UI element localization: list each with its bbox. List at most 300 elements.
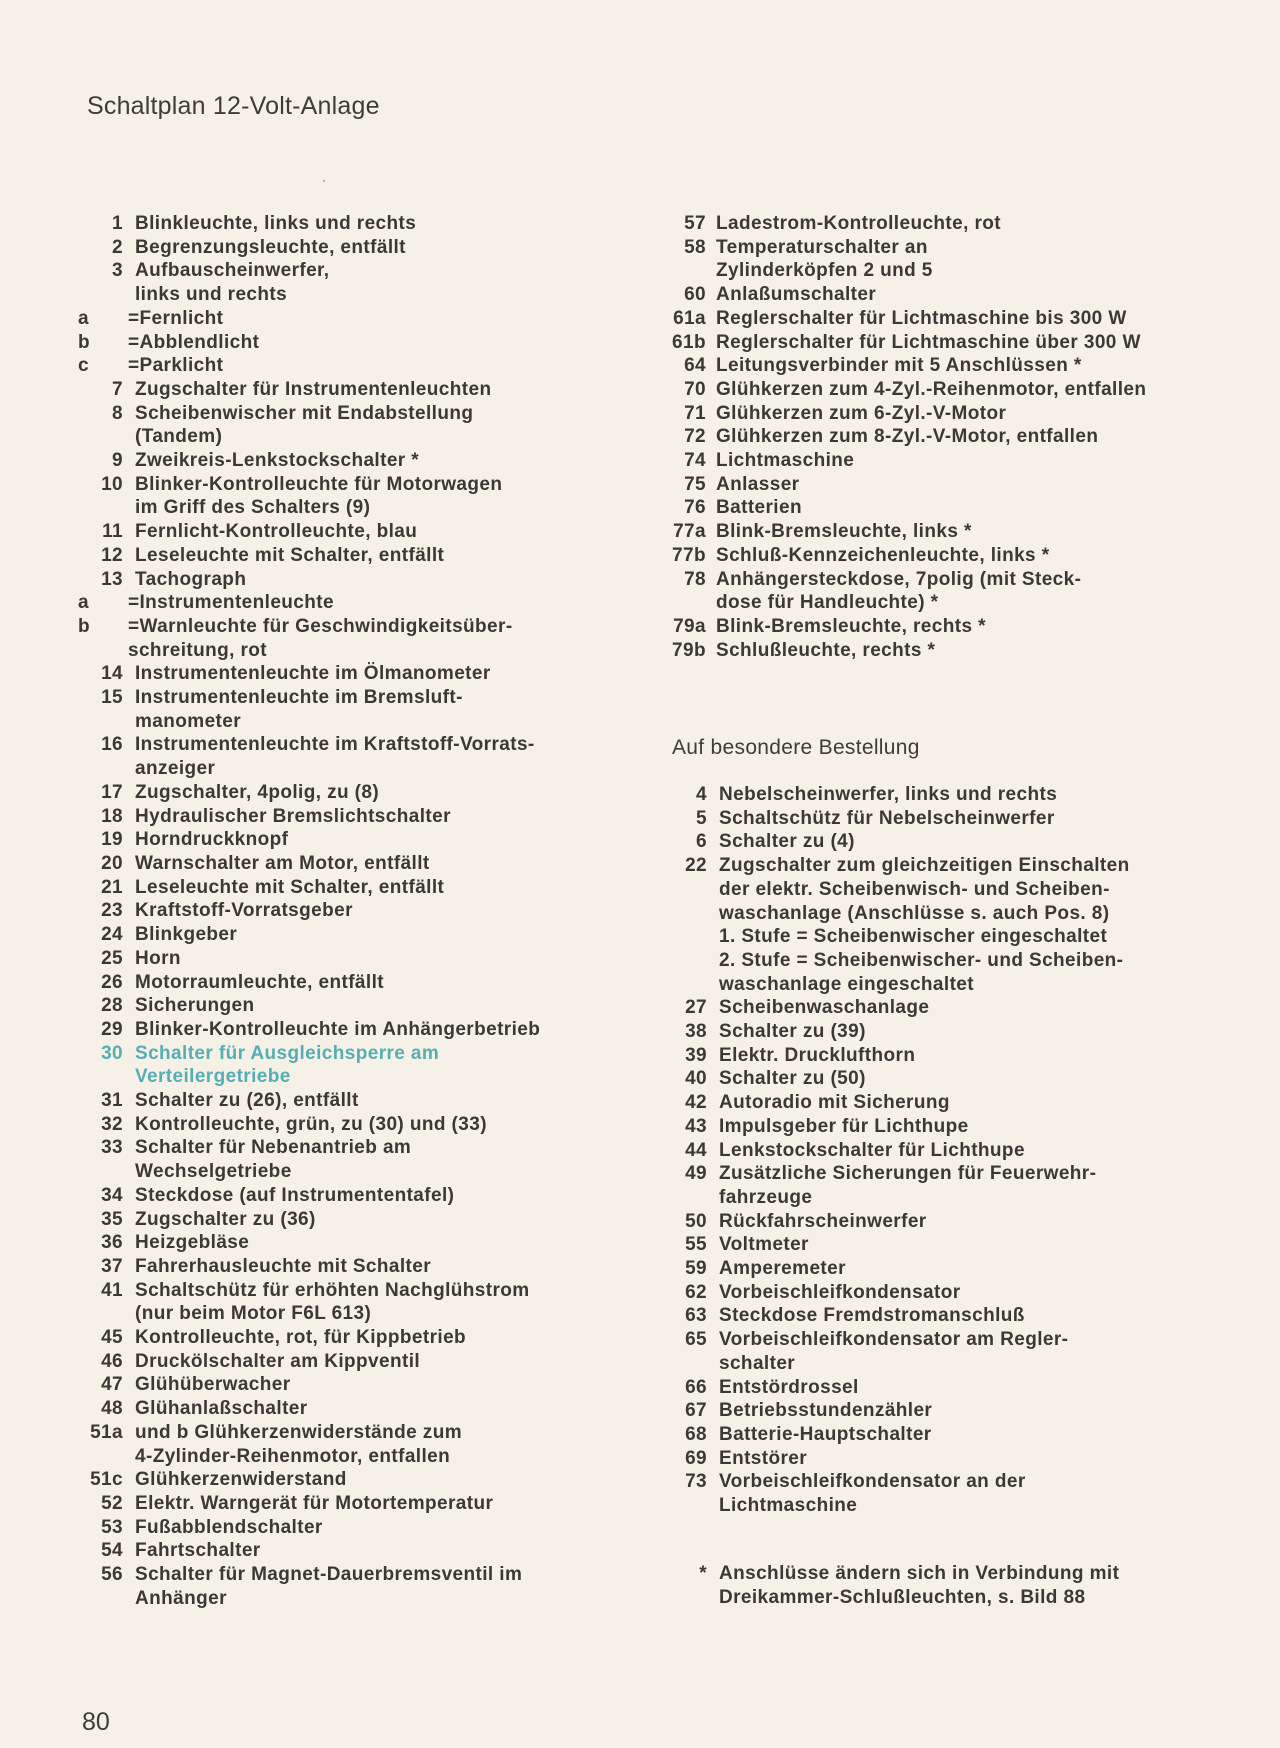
item-number: 78: [684, 568, 706, 590]
item-number: [78, 1160, 135, 1184]
list-item: [662, 1115, 1222, 1139]
list-item: [662, 212, 1222, 236]
list-item: [78, 1492, 658, 1516]
item-number: 72: [684, 426, 706, 448]
item-number: 12: [101, 544, 123, 566]
list-item: [662, 639, 1222, 663]
list-item: [78, 1184, 658, 1208]
item-text: Kontrolleuchte, rot, für Kippbetrieb: [135, 1327, 467, 1349]
item-number: 39: [685, 1044, 707, 1066]
item-number: 57: [684, 213, 706, 234]
item-text: der elektr. Scheibenwisch- und Scheiben-: [719, 878, 1110, 900]
item-text: fahrzeuge: [719, 1186, 813, 1208]
item-text: Schalter zu (26), entfällt: [135, 1090, 359, 1112]
item-text: Blinkgeber: [135, 924, 238, 946]
item-number: 27: [685, 997, 707, 1019]
list-item: [662, 902, 1222, 926]
item-number: 24: [101, 924, 123, 946]
item-number: 51c: [90, 1469, 123, 1491]
item-number: [662, 878, 719, 902]
list-item: [78, 1373, 658, 1397]
item-number: 61a: [673, 307, 706, 329]
item-number: 63: [685, 1305, 707, 1327]
item-text: Hydraulischer Bremslichtschalter: [135, 805, 451, 827]
item-text: Impulsgeber für Lichthupe: [719, 1115, 969, 1137]
item-number: [662, 259, 716, 283]
list-item: [662, 1423, 1222, 1447]
list-item: [78, 1160, 658, 1184]
list-item: [662, 854, 1222, 878]
list-item: [78, 828, 658, 852]
item-number: 30: [101, 1042, 123, 1064]
list-item: [662, 378, 1222, 402]
item-text: Schalter für Ausgleichsperre am: [135, 1042, 440, 1064]
item-number: [662, 973, 719, 997]
list-item: [662, 1210, 1222, 1234]
item-number: 16: [101, 734, 123, 756]
item-number: 23: [101, 900, 123, 922]
item-number: 8: [112, 402, 123, 424]
list-item: [662, 1020, 1222, 1044]
list-item: [78, 757, 658, 781]
item-text: Wechselgetriebe: [135, 1161, 292, 1183]
item-text: Blinkleuchte, links und rechts: [135, 213, 417, 234]
item-number: 42: [685, 1092, 707, 1114]
item-text: Blinker-Kontrolleuchte im Anhängerbetrieb: [135, 1018, 541, 1040]
item-text: Druckölschalter am Kippventil: [135, 1350, 421, 1372]
list-item: [78, 378, 658, 402]
legend-list-left: [78, 212, 658, 1610]
item-text: Glühkerzen zum 6-Zyl.-V-Motor: [716, 402, 1007, 424]
list-item: [78, 1208, 658, 1232]
item-number: 49: [685, 1163, 707, 1185]
list-item: [662, 925, 1222, 949]
list-item: [662, 568, 1222, 592]
item-text: Fahrtschalter: [135, 1540, 261, 1562]
item-number: 77b: [672, 544, 706, 566]
item-text: Lichtmaschine: [719, 1495, 858, 1517]
list-item: [662, 1067, 1222, 1091]
item-text: Zusätzliche Sicherungen für Feuerwehr-: [719, 1163, 1097, 1185]
item-text: Tachograph: [135, 568, 247, 590]
list-item: [662, 1494, 1222, 1518]
item-number: 54: [101, 1540, 123, 1562]
item-text: Rückfahrscheinwerfer: [719, 1210, 927, 1232]
item-number: 79b: [672, 639, 706, 661]
list-item: [78, 449, 658, 473]
list-item: [78, 1397, 658, 1421]
item-number: 55: [685, 1234, 707, 1256]
list-item: [78, 1089, 658, 1113]
item-number: 45: [101, 1327, 123, 1349]
item-number: 19: [101, 829, 123, 851]
list-item: [78, 259, 658, 283]
item-text: Fernlicht-Kontrolleuchte, blau: [135, 521, 418, 543]
item-text: Amperemeter: [719, 1258, 846, 1280]
item-number: 47: [101, 1374, 123, 1396]
list-item: [662, 1328, 1222, 1352]
item-number: a: [78, 592, 89, 614]
item-number: 35: [101, 1208, 123, 1230]
item-text: Schluß-Kennzeichenleuchte, links *: [716, 544, 1050, 566]
item-text: Anhänger: [135, 1587, 227, 1609]
item-number: 9: [112, 450, 123, 472]
list-item: [662, 1233, 1222, 1257]
item-text: Autoradio mit Sicherung: [719, 1092, 950, 1114]
item-text: Instrumentenleuchte im Kraftstoff-Vorrats-: [135, 734, 535, 756]
list-item: [662, 973, 1222, 997]
item-number: 44: [685, 1139, 707, 1161]
list-item: [662, 544, 1222, 568]
item-text: Entstörer: [719, 1447, 808, 1469]
item-number: 74: [684, 450, 706, 472]
list-item: [662, 496, 1222, 520]
item-number: 73: [685, 1471, 707, 1493]
list-item: [78, 283, 658, 307]
list-item: [662, 1399, 1222, 1423]
page-number: 80: [82, 1708, 110, 1736]
item-number: [662, 591, 716, 615]
item-number: 37: [101, 1255, 123, 1277]
item-text: und b Glühkerzenwiderstände zum: [135, 1421, 462, 1443]
list-item: [78, 1113, 658, 1137]
item-number: [662, 1186, 719, 1210]
list-item: [662, 1376, 1222, 1400]
list-item: [662, 1044, 1222, 1068]
item-text: Aufbauscheinwerfer,: [135, 260, 330, 282]
list-item: [78, 496, 658, 520]
item-text: Temperaturschalter an: [716, 236, 928, 258]
list-item: [662, 1352, 1222, 1376]
item-text: Steckdose (auf Instrumententafel): [135, 1184, 455, 1206]
item-text: Zweikreis-Lenkstockschalter *: [135, 450, 420, 472]
item-text: waschanlage (Anschlüsse s. auch Pos. 8): [719, 902, 1110, 924]
item-text: (nur beim Motor F6L 613): [135, 1303, 372, 1325]
item-text: manometer: [135, 710, 242, 732]
list-item: [662, 1186, 1222, 1210]
item-number: 36: [101, 1232, 123, 1254]
item-number: [662, 1352, 719, 1376]
item-number: [78, 1065, 135, 1089]
item-number: [78, 639, 128, 663]
item-number: 76: [684, 497, 706, 519]
list-item: [78, 591, 658, 615]
list-item: [662, 1447, 1222, 1471]
item-number: *: [699, 1563, 707, 1584]
item-text: Betriebsstundenzähler: [719, 1400, 933, 1422]
item-number: 67: [685, 1400, 707, 1422]
item-number: 65: [685, 1329, 707, 1351]
list-item: [78, 331, 658, 355]
list-item: [78, 1255, 658, 1279]
item-text: Batterien: [716, 497, 802, 519]
item-number: 22: [685, 855, 707, 877]
item-number: [78, 283, 135, 307]
item-number: 43: [685, 1115, 707, 1137]
list-item: [78, 212, 658, 236]
item-number: [78, 757, 135, 781]
item-text: Schalter zu (4): [719, 831, 855, 853]
list-item: [662, 283, 1222, 307]
item-number: 50: [685, 1210, 707, 1232]
item-text: Schalter für Magnet-Dauerbremsventil im: [135, 1564, 523, 1586]
item-number: 64: [684, 355, 706, 377]
list-item: [78, 710, 658, 734]
footnote: [662, 1562, 1222, 1609]
list-item: [78, 1326, 658, 1350]
item-number: 5: [696, 807, 707, 829]
item-text: Heizgebläse: [135, 1232, 250, 1254]
item-number: 62: [685, 1281, 707, 1303]
list-item: [78, 1018, 658, 1042]
item-text: Glühkerzen zum 8-Zyl.-V-Motor, entfallen: [716, 426, 1099, 448]
list-item: [662, 1304, 1222, 1328]
list-item: [78, 1279, 658, 1303]
item-text: schalter: [719, 1352, 796, 1374]
list-item: [78, 971, 658, 995]
item-number: 41: [101, 1279, 123, 1301]
item-text: Kraftstoff-Vorratsgeber: [135, 900, 353, 922]
item-number: 61b: [672, 331, 706, 353]
list-item: [78, 733, 658, 757]
list-item: [662, 807, 1222, 831]
list-item: [662, 996, 1222, 1020]
item-text: Fußabblendschalter: [135, 1516, 323, 1538]
item-number: 11: [102, 521, 123, 543]
list-item: [78, 1516, 658, 1540]
item-number: 79a: [673, 615, 706, 637]
item-text: Dreikammer-Schlußleuchten, s. Bild 88: [719, 1586, 1086, 1608]
item-number: 1: [112, 213, 123, 234]
list-item: [78, 615, 658, 639]
list-item: [78, 425, 658, 449]
item-text: Schalter zu (50): [719, 1068, 866, 1090]
item-text: Sicherungen: [135, 995, 255, 1017]
item-text: 2. Stufe = Scheibenwischer- und Scheiben-: [719, 949, 1124, 971]
item-text: anzeiger: [135, 758, 216, 780]
item-text: Reglerschalter für Lichtmaschine über 300 W: [716, 331, 1141, 353]
special-order-list: [662, 783, 1222, 1518]
list-item: [662, 615, 1222, 639]
item-number: 3: [112, 260, 123, 282]
list-item: [662, 354, 1222, 378]
item-text: Zugschalter zu (36): [135, 1208, 316, 1230]
item-text: =Warnleuchte für Geschwindigkeitsüber-: [128, 615, 513, 637]
list-item: [78, 781, 658, 805]
item-text: schreitung, rot: [128, 639, 268, 661]
item-text: Voltmeter: [719, 1234, 809, 1256]
item-text: Verteilergetriebe: [135, 1066, 291, 1088]
item-number: [662, 925, 719, 949]
item-number: 52: [101, 1492, 123, 1514]
item-text: Blink-Bremsleuchte, rechts *: [716, 615, 986, 637]
item-number: 48: [101, 1398, 123, 1420]
item-text: Leseleuchte mit Schalter, entfällt: [135, 876, 445, 898]
list-item: [662, 1586, 1222, 1610]
item-text: Glühüberwacher: [135, 1374, 291, 1396]
item-text: Elektr. Drucklufthorn: [719, 1044, 916, 1066]
item-number: 31: [101, 1090, 123, 1112]
list-item: [662, 949, 1222, 973]
list-item: [78, 544, 658, 568]
item-number: 26: [101, 971, 123, 993]
item-number: [662, 902, 719, 926]
item-text: =Abblendlicht: [128, 331, 260, 353]
item-number: 18: [101, 805, 123, 827]
item-text: Kontrolleuchte, grün, zu (30) und (33): [135, 1113, 487, 1135]
list-item: [78, 1042, 658, 1066]
list-item: [78, 923, 658, 947]
item-text: Blink-Bremsleuchte, links *: [716, 521, 972, 543]
item-number: 15: [101, 687, 123, 709]
item-number: 33: [101, 1137, 123, 1159]
item-text: Lichtmaschine: [716, 450, 855, 472]
list-item: [662, 878, 1222, 902]
list-item: [78, 1302, 658, 1326]
item-text: Leseleuchte mit Schalter, entfällt: [135, 544, 445, 566]
list-item: [662, 783, 1222, 807]
item-number: [78, 1302, 135, 1326]
list-item: [662, 591, 1222, 615]
item-text: Zugschalter für Instrumentenleuchten: [135, 378, 492, 400]
item-number: 4: [696, 784, 707, 805]
list-item: [662, 1162, 1222, 1186]
item-text: Anhängersteckdose, 7polig (mit Steck-: [716, 568, 1082, 590]
list-item: [78, 639, 658, 663]
item-number: [78, 1445, 135, 1469]
item-text: Anschlüsse ändern sich in Verbindung mit: [719, 1563, 1120, 1584]
item-number: 13: [101, 568, 123, 590]
item-number: 59: [685, 1258, 707, 1280]
item-number: 46: [101, 1350, 123, 1372]
item-text: 4-Zylinder-Reihenmotor, entfallen: [135, 1445, 451, 1467]
list-item: [78, 1445, 658, 1469]
item-number: [662, 1494, 719, 1518]
item-number: 40: [685, 1068, 707, 1090]
list-item: [662, 1139, 1222, 1163]
item-text: Batterie-Hauptschalter: [719, 1423, 932, 1445]
item-number: 71: [684, 402, 706, 424]
item-number: 34: [101, 1184, 123, 1206]
item-number: 2: [112, 236, 123, 258]
list-item: [78, 1421, 658, 1445]
list-item: [78, 1350, 658, 1374]
item-text: dose für Handleuchte) *: [716, 592, 939, 614]
item-text: Glühkerzen zum 4-Zyl.-Reihenmotor, entfallen: [716, 378, 1147, 400]
item-text: Entstördrossel: [719, 1376, 859, 1398]
item-number: 21: [101, 876, 123, 898]
item-number: [662, 949, 719, 973]
item-number: 77a: [673, 521, 706, 543]
item-text: Fahrerhausleuchte mit Schalter: [135, 1255, 432, 1277]
list-item: [78, 473, 658, 497]
item-text: Horndruckknopf: [135, 829, 289, 851]
item-number: 68: [685, 1423, 707, 1445]
list-item: [78, 1563, 658, 1587]
item-text: Reglerschalter für Lichtmaschine bis 300 W: [716, 307, 1127, 329]
list-item: [78, 1587, 658, 1611]
item-number: 56: [101, 1564, 123, 1586]
item-text: Vorbeischleifkondensator an der: [719, 1471, 1026, 1493]
list-item: [78, 402, 658, 426]
item-text: Zugschalter zum gleichzeitigen Einschalten: [719, 855, 1130, 877]
item-number: b: [78, 615, 91, 637]
list-item: [78, 1539, 658, 1563]
item-text: Nebelscheinwerfer, links und rechts: [719, 784, 1058, 805]
item-number: [78, 496, 135, 520]
list-item: [662, 520, 1222, 544]
item-text: Schlußleuchte, rechts *: [716, 639, 936, 661]
list-item: [662, 331, 1222, 355]
item-number: 60: [684, 284, 706, 306]
item-text: im Griff des Schalters (9): [135, 497, 371, 519]
list-item: [662, 1562, 1222, 1586]
list-item: [78, 876, 658, 900]
item-text: Lenkstockschalter für Lichthupe: [719, 1139, 1025, 1161]
list-item: [78, 236, 658, 260]
item-text: Schaltschütz für erhöhten Nachglühstrom: [135, 1279, 530, 1301]
list-item: [78, 662, 658, 686]
item-number: 69: [685, 1447, 707, 1469]
item-text: Zylinderköpfen 2 und 5: [716, 260, 933, 282]
item-text: Steckdose Fremdstromanschluß: [719, 1305, 1025, 1327]
list-item: [662, 307, 1222, 331]
list-item: [78, 852, 658, 876]
item-text: 1. Stufe = Scheibenwischer eingeschaltet: [719, 926, 1108, 948]
item-number: 53: [101, 1516, 123, 1538]
item-number: 75: [684, 473, 706, 495]
item-number: 20: [101, 852, 123, 874]
item-text: Instrumentenleuchte im Ölmanometer: [135, 663, 491, 685]
item-text: links und rechts: [135, 284, 288, 306]
item-text: Begrenzungsleuchte, entfällt: [135, 236, 406, 258]
list-item: [78, 520, 658, 544]
item-text: Elektr. Warngerät für Motortemperatur: [135, 1492, 494, 1514]
item-text: Zugschalter, 4polig, zu (8): [135, 781, 380, 803]
item-number: a: [78, 307, 89, 329]
item-number: 32: [101, 1113, 123, 1135]
speck-mark: [323, 180, 325, 182]
item-number: 51a: [90, 1421, 123, 1443]
item-number: [78, 1587, 135, 1611]
item-text: =Fernlicht: [128, 307, 224, 329]
item-text: Glühanlaßschalter: [135, 1398, 308, 1420]
item-text: Scheibenwaschanlage: [719, 997, 930, 1019]
item-number: 70: [684, 378, 706, 400]
list-item: [662, 259, 1222, 283]
legend-list-right: [662, 212, 1222, 662]
list-item: [662, 473, 1222, 497]
list-item: [78, 568, 658, 592]
item-number: [78, 710, 135, 734]
list-item: [78, 899, 658, 923]
item-text: Schaltschütz für Nebelscheinwerfer: [719, 807, 1055, 829]
item-text: =Instrumentenleuchte: [128, 592, 334, 614]
item-text: Motorraumleuchte, entfällt: [135, 971, 384, 993]
list-item: [662, 830, 1222, 854]
item-text: Blinker-Kontrolleuchte für Motorwagen: [135, 473, 503, 495]
item-text: =Parklicht: [128, 355, 224, 377]
item-text: Schalter zu (39): [719, 1021, 866, 1043]
item-number: 58: [684, 236, 706, 258]
list-item: [662, 1470, 1222, 1494]
item-number: [662, 1586, 719, 1610]
item-text: waschanlage eingeschaltet: [719, 973, 974, 995]
list-item: [78, 1231, 658, 1255]
item-number: 6: [696, 831, 707, 853]
item-text: Schalter für Nebenantrieb am: [135, 1137, 412, 1159]
item-text: Vorbeischleifkondensator: [719, 1281, 961, 1303]
